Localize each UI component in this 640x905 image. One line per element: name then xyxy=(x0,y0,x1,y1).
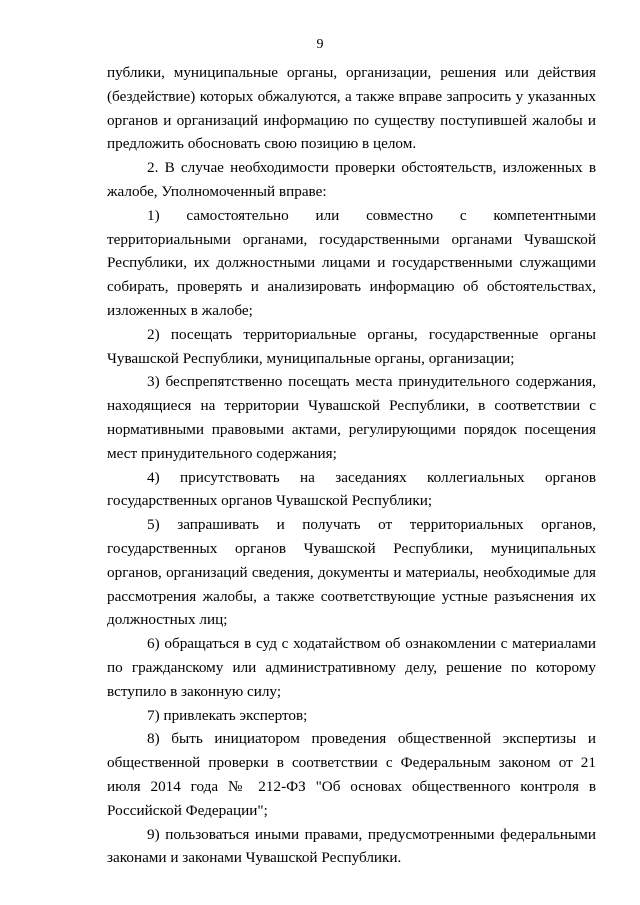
paragraph-continuation: публики, муниципальные органы, организации, решения или действия (бездействие) которых обжалуются, а также вправе запросить у указанных органов и организаций информацию по существу поступившей жалобы и предложить обосновать свою позицию в целом. xyxy=(107,64,596,153)
list-item-9: 9) пользоваться иными правами, предусмотренными федеральными законами и законами Чувашской Республики. xyxy=(107,825,596,867)
list-item-1: 1) самостоятельно или совместно с компетентными территориальными органами, государственными органами Чувашской Республики, их должностными лицами и государственными служащими собирать, проверять и анализировать информацию об обстоятельствах, изложенных в жалобе; xyxy=(107,206,596,319)
list-item-7: 7) привлекать экспертов; xyxy=(147,706,308,724)
paragraph-item-2: 2. В случае необходимости проверки обстоятельств, изложенных в жалобе, Уполномоченный вправе: xyxy=(107,159,596,200)
list-item-5: 5) запрашивать и получать от территориальных органов, государственных органов Чувашской Республики, муниципальных органов, организаций сведения, документы и материалы, необходимые для рассмотрения жалобы, а также соответствующие устные разъяснения их должностных лиц; xyxy=(107,516,596,629)
document-body xyxy=(107,61,596,870)
list-item-8: 8) быть инициатором проведения общественной экспертизы и общественной проверки в соответствии с Федеральным законом от 21 июля 2014 года № 212-ФЗ "Об основах общественного контроля в Российской Федерации"; xyxy=(107,730,596,819)
list-item-6: 6) обращаться в суд с ходатайством об ознакомлении с материалами по гражданскому или административному делу, решение по которому вступило в законную силу; xyxy=(107,635,596,700)
list-item-2: 2) посещать территориальные органы, государственные органы Чувашской Республики, муниципальные органы, организации; xyxy=(107,325,596,367)
list-item-3: 3) беспрепятственно посещать места принудительного содержания, находящиеся на территории Чувашской Республики, в соответствии с нормативными правовыми актами, регулирующими порядок посещения мест принудительного содержания; xyxy=(107,373,596,462)
list-item-4: 4) присутствовать на заседаниях коллегиальных органов государственных органов Чувашской Республики; xyxy=(107,468,596,510)
page-number: 9 xyxy=(316,37,324,52)
